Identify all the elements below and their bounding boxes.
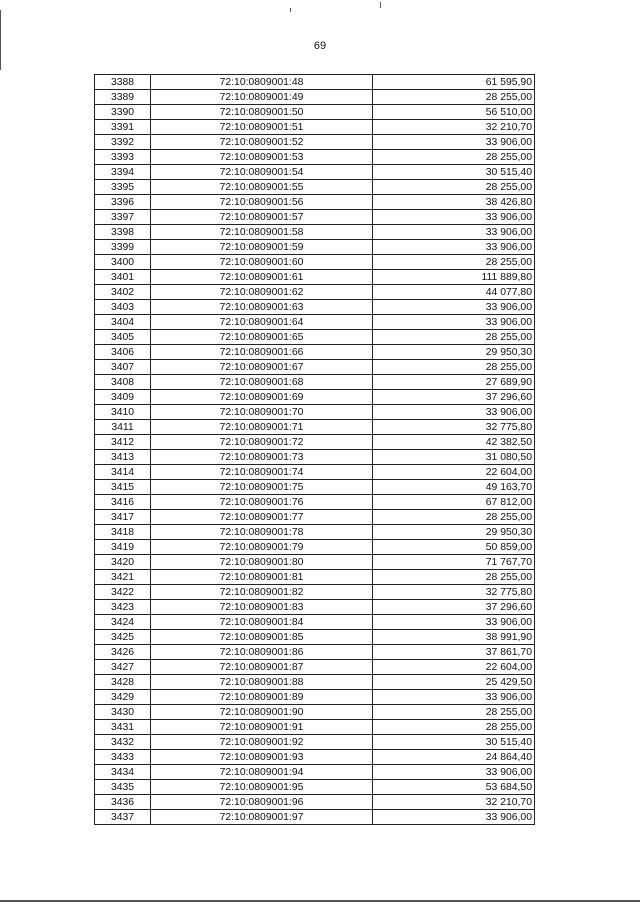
value-cell: 24 864,40 (373, 750, 535, 765)
row-number-cell: 3406 (95, 345, 151, 360)
value-cell: 28 255,00 (373, 90, 535, 105)
value-cell: 33 906,00 (373, 300, 535, 315)
scan-artifact-top-mark (380, 2, 381, 8)
row-number-cell: 3391 (95, 120, 151, 135)
table-row (95, 210, 535, 225)
value-cell: 33 906,00 (373, 225, 535, 240)
cadastral-number-cell: 72:10:0809001:56 (151, 195, 373, 210)
table-row (95, 165, 535, 180)
table-row (95, 435, 535, 450)
cadastral-number-cell: 72:10:0809001:90 (151, 705, 373, 720)
row-number-cell: 3401 (95, 270, 151, 285)
cadastral-number-cell: 72:10:0809001:55 (151, 180, 373, 195)
cadastral-number-cell: 72:10:0809001:53 (151, 150, 373, 165)
row-number-cell: 3397 (95, 210, 151, 225)
row-number-cell: 3420 (95, 555, 151, 570)
value-cell: 22 604,00 (373, 660, 535, 675)
table-row (95, 735, 535, 750)
cadastral-number-cell: 72:10:0809001:66 (151, 345, 373, 360)
table-row (95, 120, 535, 135)
row-number-cell: 3408 (95, 375, 151, 390)
table-row (95, 240, 535, 255)
value-cell: 28 255,00 (373, 360, 535, 375)
row-number-cell: 3425 (95, 630, 151, 645)
cadastral-number-cell: 72:10:0809001:91 (151, 720, 373, 735)
row-number-cell: 3434 (95, 765, 151, 780)
cadastral-number-cell: 72:10:0809001:58 (151, 225, 373, 240)
table-row (95, 480, 535, 495)
table-row (95, 225, 535, 240)
value-cell: 31 080,50 (373, 450, 535, 465)
table-row (95, 720, 535, 735)
cadastral-number-cell: 72:10:0809001:81 (151, 570, 373, 585)
row-number-cell: 3416 (95, 495, 151, 510)
value-cell: 33 906,00 (373, 315, 535, 330)
cadastral-number-cell: 72:10:0809001:54 (151, 165, 373, 180)
table-row (95, 285, 535, 300)
value-cell: 33 906,00 (373, 240, 535, 255)
row-number-cell: 3417 (95, 510, 151, 525)
cadastral-number-cell: 72:10:0809001:85 (151, 630, 373, 645)
cadastral-number-cell: 72:10:0809001:68 (151, 375, 373, 390)
cadastral-number-cell: 72:10:0809001:88 (151, 675, 373, 690)
value-cell: 32 210,70 (373, 795, 535, 810)
value-cell: 22 604,00 (373, 465, 535, 480)
table-row (95, 600, 535, 615)
cadastral-number-cell: 72:10:0809001:95 (151, 780, 373, 795)
row-number-cell: 3422 (95, 585, 151, 600)
cadastral-number-cell: 72:10:0809001:69 (151, 390, 373, 405)
row-number-cell: 3430 (95, 705, 151, 720)
table-row (95, 420, 535, 435)
table-row (95, 255, 535, 270)
row-number-cell: 3400 (95, 255, 151, 270)
cadastral-number-cell: 72:10:0809001:64 (151, 315, 373, 330)
table-row (95, 705, 535, 720)
row-number-cell: 3429 (95, 690, 151, 705)
table-row (95, 195, 535, 210)
table-row (95, 90, 535, 105)
row-number-cell: 3396 (95, 195, 151, 210)
table-row (95, 660, 535, 675)
cadastral-number-cell: 72:10:0809001:60 (151, 255, 373, 270)
row-number-cell: 3405 (95, 330, 151, 345)
value-cell: 32 775,80 (373, 420, 535, 435)
value-cell: 28 255,00 (373, 720, 535, 735)
table-row (95, 810, 535, 825)
row-number-cell: 3411 (95, 420, 151, 435)
table-row (95, 270, 535, 285)
table-row (95, 645, 535, 660)
value-cell: 28 255,00 (373, 255, 535, 270)
table-row (95, 615, 535, 630)
cadastral-number-cell: 72:10:0809001:96 (151, 795, 373, 810)
table-row (95, 405, 535, 420)
row-number-cell: 3393 (95, 150, 151, 165)
value-cell: 28 255,00 (373, 570, 535, 585)
value-cell: 33 906,00 (373, 765, 535, 780)
cadastral-number-cell: 72:10:0809001:84 (151, 615, 373, 630)
table-row (95, 540, 535, 555)
table-row (95, 795, 535, 810)
cadastral-number-cell: 72:10:0809001:97 (151, 810, 373, 825)
value-cell: 28 255,00 (373, 180, 535, 195)
cadastral-number-cell: 72:10:0809001:65 (151, 330, 373, 345)
value-cell: 37 861,70 (373, 645, 535, 660)
cadastral-number-cell: 72:10:0809001:71 (151, 420, 373, 435)
cadastral-number-cell: 72:10:0809001:78 (151, 525, 373, 540)
row-number-cell: 3435 (95, 780, 151, 795)
table-row (95, 150, 535, 165)
table-row (95, 465, 535, 480)
table-row (95, 105, 535, 120)
row-number-cell: 3404 (95, 315, 151, 330)
cadastral-number-cell: 72:10:0809001:48 (151, 75, 373, 90)
value-cell: 38 426,80 (373, 195, 535, 210)
value-cell: 38 991,90 (373, 630, 535, 645)
table-row (95, 360, 535, 375)
row-number-cell: 3407 (95, 360, 151, 375)
row-number-cell: 3414 (95, 465, 151, 480)
value-cell: 28 255,00 (373, 150, 535, 165)
value-cell: 29 950,30 (373, 345, 535, 360)
row-number-cell: 3427 (95, 660, 151, 675)
row-number-cell: 3423 (95, 600, 151, 615)
value-cell: 32 210,70 (373, 120, 535, 135)
cadastral-number-cell: 72:10:0809001:62 (151, 285, 373, 300)
value-cell: 28 255,00 (373, 330, 535, 345)
table-row (95, 75, 535, 90)
table-row (95, 525, 535, 540)
row-number-cell: 3437 (95, 810, 151, 825)
cadastral-number-cell: 72:10:0809001:87 (151, 660, 373, 675)
value-cell: 33 906,00 (373, 615, 535, 630)
value-cell: 33 906,00 (373, 810, 535, 825)
scan-artifact-top-mark (290, 8, 291, 12)
value-cell: 30 515,40 (373, 735, 535, 750)
cadastral-number-cell: 72:10:0809001:72 (151, 435, 373, 450)
value-cell: 50 859,00 (373, 540, 535, 555)
value-cell: 71 767,70 (373, 555, 535, 570)
row-number-cell: 3436 (95, 795, 151, 810)
value-cell: 37 296,60 (373, 390, 535, 405)
row-number-cell: 3421 (95, 570, 151, 585)
scan-artifact-bottom-edge (0, 900, 640, 902)
row-number-cell: 3428 (95, 675, 151, 690)
cadastral-number-cell: 72:10:0809001:94 (151, 765, 373, 780)
row-number-cell: 3410 (95, 405, 151, 420)
value-cell: 27 689,90 (373, 375, 535, 390)
table-row (95, 675, 535, 690)
cadastral-number-cell: 72:10:0809001:93 (151, 750, 373, 765)
value-cell: 33 906,00 (373, 135, 535, 150)
value-cell: 30 515,40 (373, 165, 535, 180)
cadastral-number-cell: 72:10:0809001:52 (151, 135, 373, 150)
value-cell: 33 906,00 (373, 210, 535, 225)
cadastral-number-cell: 72:10:0809001:49 (151, 90, 373, 105)
row-number-cell: 3389 (95, 90, 151, 105)
table-row (95, 780, 535, 795)
value-cell: 67 812,00 (373, 495, 535, 510)
cadastral-number-cell: 72:10:0809001:80 (151, 555, 373, 570)
row-number-cell: 3433 (95, 750, 151, 765)
row-number-cell: 3409 (95, 390, 151, 405)
row-number-cell: 3426 (95, 645, 151, 660)
table-row (95, 330, 535, 345)
table-row (95, 345, 535, 360)
row-number-cell: 3402 (95, 285, 151, 300)
value-cell: 44 077,80 (373, 285, 535, 300)
table-row (95, 510, 535, 525)
cadastral-number-cell: 72:10:0809001:63 (151, 300, 373, 315)
value-cell: 33 906,00 (373, 690, 535, 705)
table-row (95, 300, 535, 315)
row-number-cell: 3390 (95, 105, 151, 120)
cadastral-number-cell: 72:10:0809001:73 (151, 450, 373, 465)
row-number-cell: 3424 (95, 615, 151, 630)
cadastral-number-cell: 72:10:0809001:77 (151, 510, 373, 525)
row-number-cell: 3431 (95, 720, 151, 735)
row-number-cell: 3412 (95, 435, 151, 450)
cadastral-number-cell: 72:10:0809001:92 (151, 735, 373, 750)
table-body (95, 75, 535, 825)
cadastral-number-cell: 72:10:0809001:57 (151, 210, 373, 225)
value-cell: 28 255,00 (373, 705, 535, 720)
table-row (95, 135, 535, 150)
table-row (95, 630, 535, 645)
row-number-cell: 3418 (95, 525, 151, 540)
cadastral-number-cell: 72:10:0809001:75 (151, 480, 373, 495)
cadastral-number-cell: 72:10:0809001:67 (151, 360, 373, 375)
table-row (95, 570, 535, 585)
value-cell: 61 595,90 (373, 75, 535, 90)
cadastral-number-cell: 72:10:0809001:61 (151, 270, 373, 285)
table-row (95, 450, 535, 465)
table-row (95, 765, 535, 780)
value-cell: 111 889,80 (373, 270, 535, 285)
row-number-cell: 3413 (95, 450, 151, 465)
row-number-cell: 3394 (95, 165, 151, 180)
row-number-cell: 3392 (95, 135, 151, 150)
value-cell: 29 950,30 (373, 525, 535, 540)
value-cell: 53 684,50 (373, 780, 535, 795)
cadastral-number-cell: 72:10:0809001:51 (151, 120, 373, 135)
value-cell: 25 429,50 (373, 675, 535, 690)
cadastral-number-cell: 72:10:0809001:86 (151, 645, 373, 660)
value-cell: 28 255,00 (373, 510, 535, 525)
cadastral-number-cell: 72:10:0809001:74 (151, 465, 373, 480)
value-cell: 33 906,00 (373, 405, 535, 420)
cadastral-value-table (94, 74, 535, 825)
table-row (95, 495, 535, 510)
value-cell: 49 163,70 (373, 480, 535, 495)
row-number-cell: 3388 (95, 75, 151, 90)
table-row (95, 315, 535, 330)
value-cell: 42 382,50 (373, 435, 535, 450)
page-number: 69 (313, 40, 327, 52)
cadastral-number-cell: 72:10:0809001:70 (151, 405, 373, 420)
table-row (95, 180, 535, 195)
row-number-cell: 3398 (95, 225, 151, 240)
table-row (95, 390, 535, 405)
cadastral-number-cell: 72:10:0809001:82 (151, 585, 373, 600)
cadastral-number-cell: 72:10:0809001:59 (151, 240, 373, 255)
table-row (95, 585, 535, 600)
table-row (95, 375, 535, 390)
value-cell: 37 296,60 (373, 600, 535, 615)
table-row (95, 690, 535, 705)
row-number-cell: 3415 (95, 480, 151, 495)
cadastral-number-cell: 72:10:0809001:79 (151, 540, 373, 555)
table-row (95, 750, 535, 765)
row-number-cell: 3399 (95, 240, 151, 255)
value-cell: 32 775,80 (373, 585, 535, 600)
row-number-cell: 3419 (95, 540, 151, 555)
cadastral-number-cell: 72:10:0809001:83 (151, 600, 373, 615)
row-number-cell: 3432 (95, 735, 151, 750)
value-cell: 56 510,00 (373, 105, 535, 120)
row-number-cell: 3395 (95, 180, 151, 195)
cadastral-number-cell: 72:10:0809001:89 (151, 690, 373, 705)
table-row (95, 555, 535, 570)
row-number-cell: 3403 (95, 300, 151, 315)
cadastral-number-cell: 72:10:0809001:76 (151, 495, 373, 510)
cadastral-number-cell: 72:10:0809001:50 (151, 105, 373, 120)
